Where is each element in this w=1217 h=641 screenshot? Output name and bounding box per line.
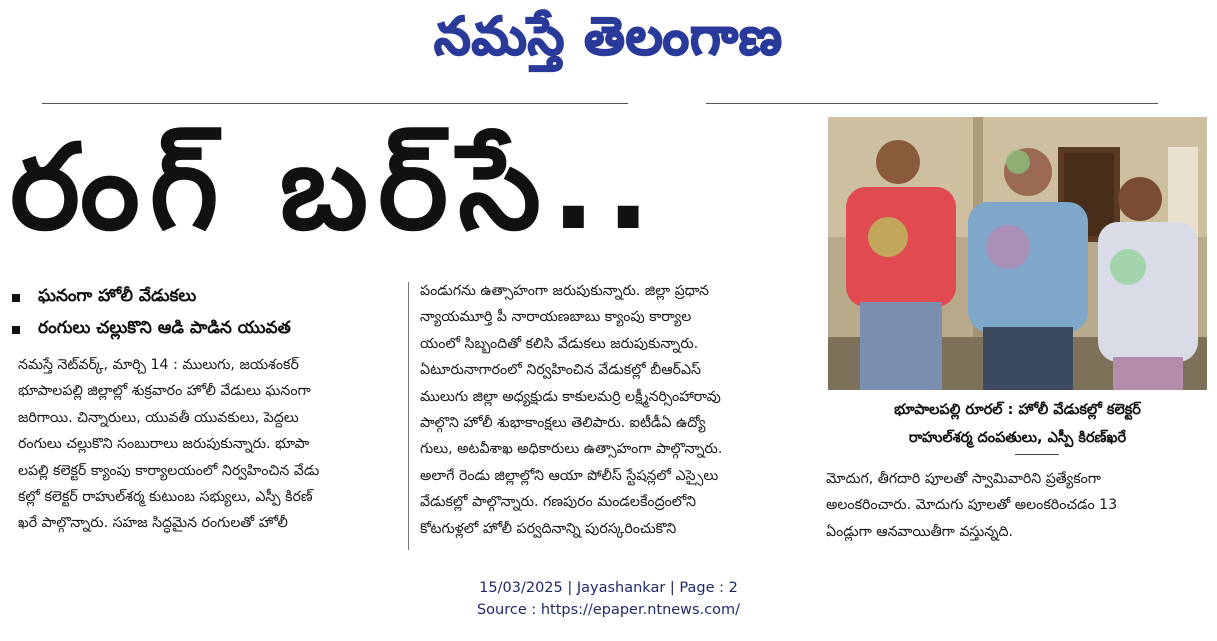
caption-line: భూపాలపల్లి రూరల్ : హోలీ వేడుకల్లో కలెక్టర్: [894, 402, 1141, 418]
text-line: జరిగాయి. చిన్నారులు, యువతీ యువకులు, పెద్దలు: [18, 409, 299, 426]
text-line: గులు, అటవీశాఖ అధికారులు ఉత్సాహంగా పాల్గొన్నారు.: [420, 441, 723, 458]
article-column-3: [826, 466, 1208, 545]
column-divider: [408, 282, 409, 550]
text-line: రంగులు చల్లుకొని సంబురాలు జరుపుకున్నారు. భూపా: [18, 436, 310, 453]
masthead-rule-right: [706, 103, 1158, 104]
article-column-2: [420, 278, 800, 542]
text-line: భూపాలపల్లి జిల్లాల్లో శుక్రవారం హోలీ వేడులు ఘనంగా: [18, 383, 311, 400]
news-photo: [828, 117, 1207, 390]
text-line: వేడుకల్లో పాల్గొన్నారు. గణపురం మండలకేంద్రంలోని: [420, 494, 696, 511]
text-line: యంలో సిబ్బందితో కలిసి వేడుకలు జరుపుకున్నారు.: [420, 335, 699, 352]
text-line: పండుగను ఉత్సాహంగా జరుపుకున్నారు. జిల్లా ప్రధాన: [420, 283, 710, 299]
text-line: అలంకరించారు. మోదుగు పూలతో అలంకరించడం 13: [826, 497, 1118, 514]
subhead-item: [12, 314, 392, 346]
caption-line: రాహుల్‌శర్మ దంపతులు, ఎస్పీ కిరణ్‌ఖరే: [908, 430, 1127, 446]
footer: [0, 577, 1217, 621]
article-column-1: [18, 352, 394, 537]
photo-caption: [828, 396, 1207, 456]
text-line: ములుగు జిల్లా అధ్యక్షుడు కాకులమర్రి లక్ష్మీనర్సింహారావు: [420, 388, 721, 405]
footer-dateline: 15/03/2025 | Jayashankar | Page : 2: [479, 580, 738, 596]
photo-illustration: [828, 117, 1207, 390]
text-line: అలాగే రెండు జిల్లాల్లోని ఆయా పోలీస్ స్టేషన్లలో ఎస్సైలు: [420, 467, 719, 484]
subhead-item: [12, 282, 392, 314]
masthead-rule-left: [42, 103, 628, 104]
bullet-square-icon: [12, 326, 20, 334]
caption-underline: [1015, 454, 1059, 455]
text-line: ఏండ్లుగా ఆనవాయితీగా వస్తున్నది.: [826, 523, 1013, 540]
text-line: పాల్గొని హోలీ శుభాకాంక్షలు తెలిపారు. ఐటీడీఏ ఉద్యో: [420, 414, 706, 431]
subhead-text: ఘనంగా హోలీ వేడుకలు: [38, 286, 197, 306]
text-line: ఖరే పాల్గొన్నారు. సహజ సిద్ధమైన రంగులతో హోలీ: [18, 515, 288, 532]
subhead-text: రంగులు చల్లుకొని ఆడి పాడిన యువత: [38, 318, 291, 338]
headline: రంగ్ బర్‌సే..: [10, 118, 661, 256]
footer-source-link[interactable]: Source : https://epaper.ntnews.com/: [476, 602, 741, 618]
text-line: కల్లో కలెక్టర్ రాహుల్‌శర్మ కుటుంబ సభ్యులు, ఎస్పీ కిరణ్: [18, 488, 313, 505]
bullet-square-icon: [12, 294, 20, 302]
text-line: ఏటూరునాగారంలో నిర్వహించిన వేడుకల్లో బీఆర్‌ఎస్: [420, 362, 701, 379]
subheads: [12, 282, 392, 346]
text-line: నమస్తే నెట్‌వర్క్, మార్చి 14 : ములుగు, జయశంకర్: [18, 357, 299, 373]
text-line: మోదుగ, తీగదారి పూలతో స్వామివారిని ప్రత్యేకంగా: [826, 471, 1101, 487]
text-line: లపల్లి కలెక్టర్ క్యాంపు కార్యాలయంలో నిర్వహించిన వేడు: [18, 462, 320, 479]
text-line: కోటగుళ్లలో హోలీ పర్వదినాన్ని పురస్కరించుకొని: [420, 520, 677, 537]
text-line: న్యాయమూర్తి పీ నారాయణబాబు క్యాంపు కార్యాల: [420, 309, 692, 326]
masthead-logo: నమస్తే తెలంగాణ: [434, 7, 783, 67]
